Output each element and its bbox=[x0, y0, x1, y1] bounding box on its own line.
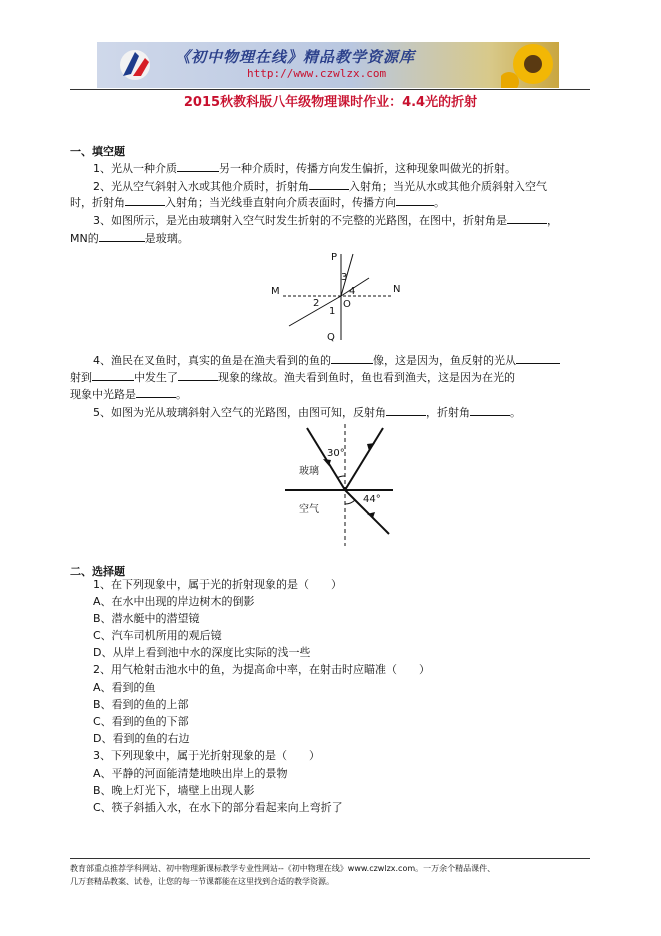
label-30-degrees: 30° bbox=[327, 448, 345, 459]
site-logo bbox=[115, 46, 159, 84]
question-4-line3: 现象中光路是 。 bbox=[70, 388, 187, 401]
label-glass: 玻璃 bbox=[299, 466, 319, 477]
answer-blank bbox=[136, 386, 176, 398]
label-angle-4: 4 bbox=[349, 286, 356, 297]
question-3-line1: 3、如图所示，是光由玻璃射入空气时发生折射的不完整的光路图，在图中，折射角是 ， bbox=[93, 214, 558, 227]
label-angle-1: 1 bbox=[329, 306, 336, 317]
banner-title: 《初中物理在线》精品教学资源库 bbox=[175, 48, 416, 66]
mc1-option-b: B、潜水艇中的潜望镜 bbox=[93, 612, 200, 625]
question-3-line2: MN的 是玻璃。 bbox=[70, 232, 189, 245]
label-angle-3: 3 bbox=[341, 272, 348, 283]
page-footer bbox=[70, 862, 595, 888]
mc2-option-b: B、看到的鱼的上部 bbox=[93, 698, 189, 711]
question-1: 1、光从一种介质 另一种介质时，传播方向发生偏折，这种现象叫做光的折射。 bbox=[93, 162, 516, 175]
footer-line-2: 几万套精品教案、试卷，让您的每一节课都能在这里找到合适的教学资源。 bbox=[70, 877, 334, 886]
label-q: Q bbox=[327, 332, 335, 343]
question-4-line2: 射到 中发生了 现象的缘故。渔夫看到鱼时，鱼也看到渔夫，这是因为在光的 bbox=[70, 371, 515, 384]
mc1-option-c: C、汽车司机所用的观后镜 bbox=[93, 629, 222, 642]
reflected-arrow bbox=[367, 443, 375, 451]
mc3-option-b: B、晚上灯光下，墙壁上出现人影 bbox=[93, 784, 255, 797]
answer-blank bbox=[92, 369, 134, 381]
mc2-option-c: C、看到的鱼的下部 bbox=[93, 715, 189, 728]
label-p: P bbox=[331, 252, 338, 263]
mc1-option-d: D、从岸上看到池中水的深度比实际的浅一些 bbox=[93, 646, 311, 659]
answer-blank bbox=[309, 178, 349, 190]
answer-blank bbox=[516, 352, 560, 364]
mc3-option-a: A、平静的河面能清楚地映出岸上的景物 bbox=[93, 767, 288, 780]
question-2-line2: 时，折射角 入射角；当光线垂直射向介质表面时，传播方向 。 bbox=[70, 196, 445, 209]
question-2-line1: 2、光从空气斜射入水或其他介质时，折射角 入射角；当光从水或其他介质斜射入空气 bbox=[93, 180, 547, 193]
mc3-stem: 3、下列现象中，属于光折射现象的是（ ） bbox=[93, 749, 320, 762]
answer-blank bbox=[507, 212, 547, 224]
question-4-line1: 4、渔民在叉鱼时，真实的鱼是在渔夫看到的鱼的 像，这是因为，鱼反射的光从 bbox=[93, 352, 560, 368]
label-angle-2: 2 bbox=[313, 298, 320, 309]
answer-blank bbox=[99, 230, 145, 242]
mc2-option-a: A、看到的鱼 bbox=[93, 681, 156, 694]
answer-blank bbox=[386, 404, 426, 416]
reflected-ray bbox=[345, 428, 383, 490]
refraction-diagram-1 bbox=[265, 250, 410, 346]
mc2-stem: 2、用气枪射击池水中的鱼，为提高命中率，在射击时应瞄准（ ） bbox=[93, 663, 430, 676]
sunflower-image bbox=[501, 42, 559, 88]
angle-arc-30 bbox=[337, 476, 345, 478]
refraction-diagram-2 bbox=[285, 422, 395, 547]
question-5: 5、如图为光从玻璃斜射入空气的光路图，由图可知，反射角 ，折射角 。 bbox=[93, 406, 521, 419]
document-title: 2015秋教科版八年级物理课时作业：4.4光的折射 bbox=[183, 95, 478, 110]
site-banner bbox=[97, 42, 559, 88]
mc1-option-a: A、在水中出现的岸边树木的倒影 bbox=[93, 595, 255, 608]
label-n: N bbox=[393, 284, 401, 295]
label-air: 空气 bbox=[299, 504, 319, 515]
answer-blank bbox=[396, 194, 434, 206]
answer-blank bbox=[177, 160, 219, 172]
header-rule bbox=[70, 89, 590, 90]
answer-blank bbox=[178, 369, 218, 381]
label-m: M bbox=[271, 286, 280, 297]
answer-blank bbox=[125, 194, 165, 206]
answer-blank bbox=[331, 352, 373, 364]
incident-ray bbox=[307, 428, 345, 490]
label-44-degrees: 44° bbox=[363, 494, 381, 505]
angle-arc-44 bbox=[345, 500, 355, 504]
answer-blank bbox=[470, 404, 510, 416]
mc1-stem: 1、在下列现象中，属于光的折射现象的是（ ） bbox=[93, 578, 342, 591]
mc3-option-c: C、筷子斜插入水，在水下的部分看起来向上弯折了 bbox=[93, 801, 343, 814]
footer-line-1: 教育部重点推荐学科网站、初中物理新课标教学专业性网站--《初中物理在线》www.czwlzx.com。一万余个精品课件、 bbox=[70, 864, 496, 873]
banner-url[interactable]: http://www.czwlzx.com bbox=[247, 67, 387, 80]
label-o: O bbox=[343, 299, 351, 310]
section-multiple-choice: 二、选择题 bbox=[70, 565, 125, 578]
section-fill-in: 一、填空题 bbox=[70, 145, 125, 158]
mc2-option-d: D、看到的鱼的右边 bbox=[93, 732, 190, 745]
footer-rule bbox=[70, 858, 590, 859]
